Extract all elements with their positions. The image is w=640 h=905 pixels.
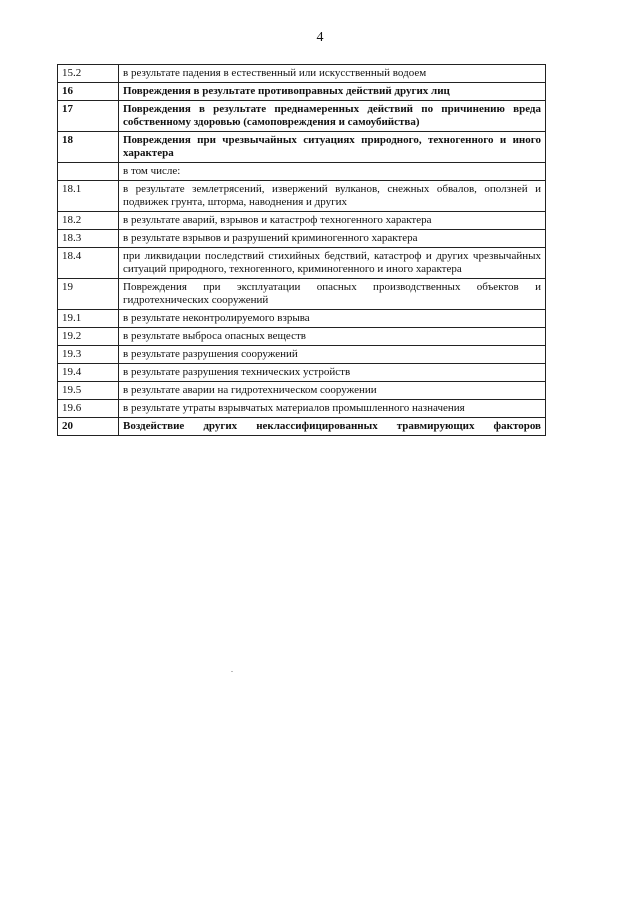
- table-row: [58, 101, 546, 132]
- row-code: 18: [58, 132, 119, 163]
- row-code: 19.5: [58, 382, 119, 400]
- row-code: 19.3: [58, 346, 119, 364]
- row-code: 18.1: [58, 181, 119, 212]
- row-code: 19.4: [58, 364, 119, 382]
- row-description: в том числе:: [119, 163, 546, 181]
- table-row: [58, 418, 546, 436]
- table-row: [58, 346, 546, 364]
- row-code: 19.2: [58, 328, 119, 346]
- row-description: в результате неконтролируемого взрыва: [119, 310, 546, 328]
- scan-speck: [231, 671, 233, 672]
- row-code: 18.2: [58, 212, 119, 230]
- row-description: при ликвидации последствий стихийных бедствий, катастроф и других чрезвычайных ситуаций природного, техногенного, криминогенного и иного характера: [119, 248, 546, 279]
- table-row: [58, 364, 546, 382]
- row-description: в результате разрушения технических устройств: [119, 364, 546, 382]
- row-description: Повреждения при эксплуатации опасных производственных объектов и гидротехнических сооружений: [119, 279, 546, 310]
- table-row: [58, 163, 546, 181]
- table-row: [58, 279, 546, 310]
- table-row: [58, 212, 546, 230]
- page-number: 4: [316, 30, 324, 45]
- row-description: в результате разрушения сооружений: [119, 346, 546, 364]
- row-description: Повреждения в результате преднамеренных действий по причинению вреда собственному здоровью (самоповреждения и самоубийства): [119, 101, 546, 132]
- row-code: 19.6: [58, 400, 119, 418]
- table-row: [58, 328, 546, 346]
- table-row: [58, 248, 546, 279]
- classification-table: [57, 64, 546, 436]
- row-description: в результате аварии на гидротехническом сооружении: [119, 382, 546, 400]
- row-description: в результате выброса опасных веществ: [119, 328, 546, 346]
- row-code: 16: [58, 83, 119, 101]
- row-code: 18.4: [58, 248, 119, 279]
- table-row: [58, 83, 546, 101]
- row-code: [58, 163, 119, 181]
- table-row: [58, 132, 546, 163]
- table-row: [58, 400, 546, 418]
- table-row: [58, 181, 546, 212]
- row-code: 15.2: [58, 65, 119, 83]
- table-row: [58, 65, 546, 83]
- row-code: 17: [58, 101, 119, 132]
- table-row: [58, 382, 546, 400]
- row-description: в результате аварий, взрывов и катастроф техногенного характера: [119, 212, 546, 230]
- row-code: 19.1: [58, 310, 119, 328]
- row-description: Повреждения в результате противоправных действий других лиц: [119, 83, 546, 101]
- row-description: в результате падения в естественный или искусственный водоем: [119, 65, 546, 83]
- row-code: 19: [58, 279, 119, 310]
- table-row: [58, 310, 546, 328]
- table-row: [58, 230, 546, 248]
- row-description: Повреждения при чрезвычайных ситуациях природного, техногенного и иного характера: [119, 132, 546, 163]
- row-description: Воздействие других неклассифицированных травмирующих факторов: [119, 418, 546, 436]
- row-code: 20: [58, 418, 119, 436]
- row-code: 18.3: [58, 230, 119, 248]
- row-description: в результате землетрясений, извержений вулканов, снежных обвалов, оползней и подвижек грунта, шторма, наводнения и других: [119, 181, 546, 212]
- row-description: в результате утраты взрывчатых материалов промышленного назначения: [119, 400, 546, 418]
- row-description: в результате взрывов и разрушений криминогенного характера: [119, 230, 546, 248]
